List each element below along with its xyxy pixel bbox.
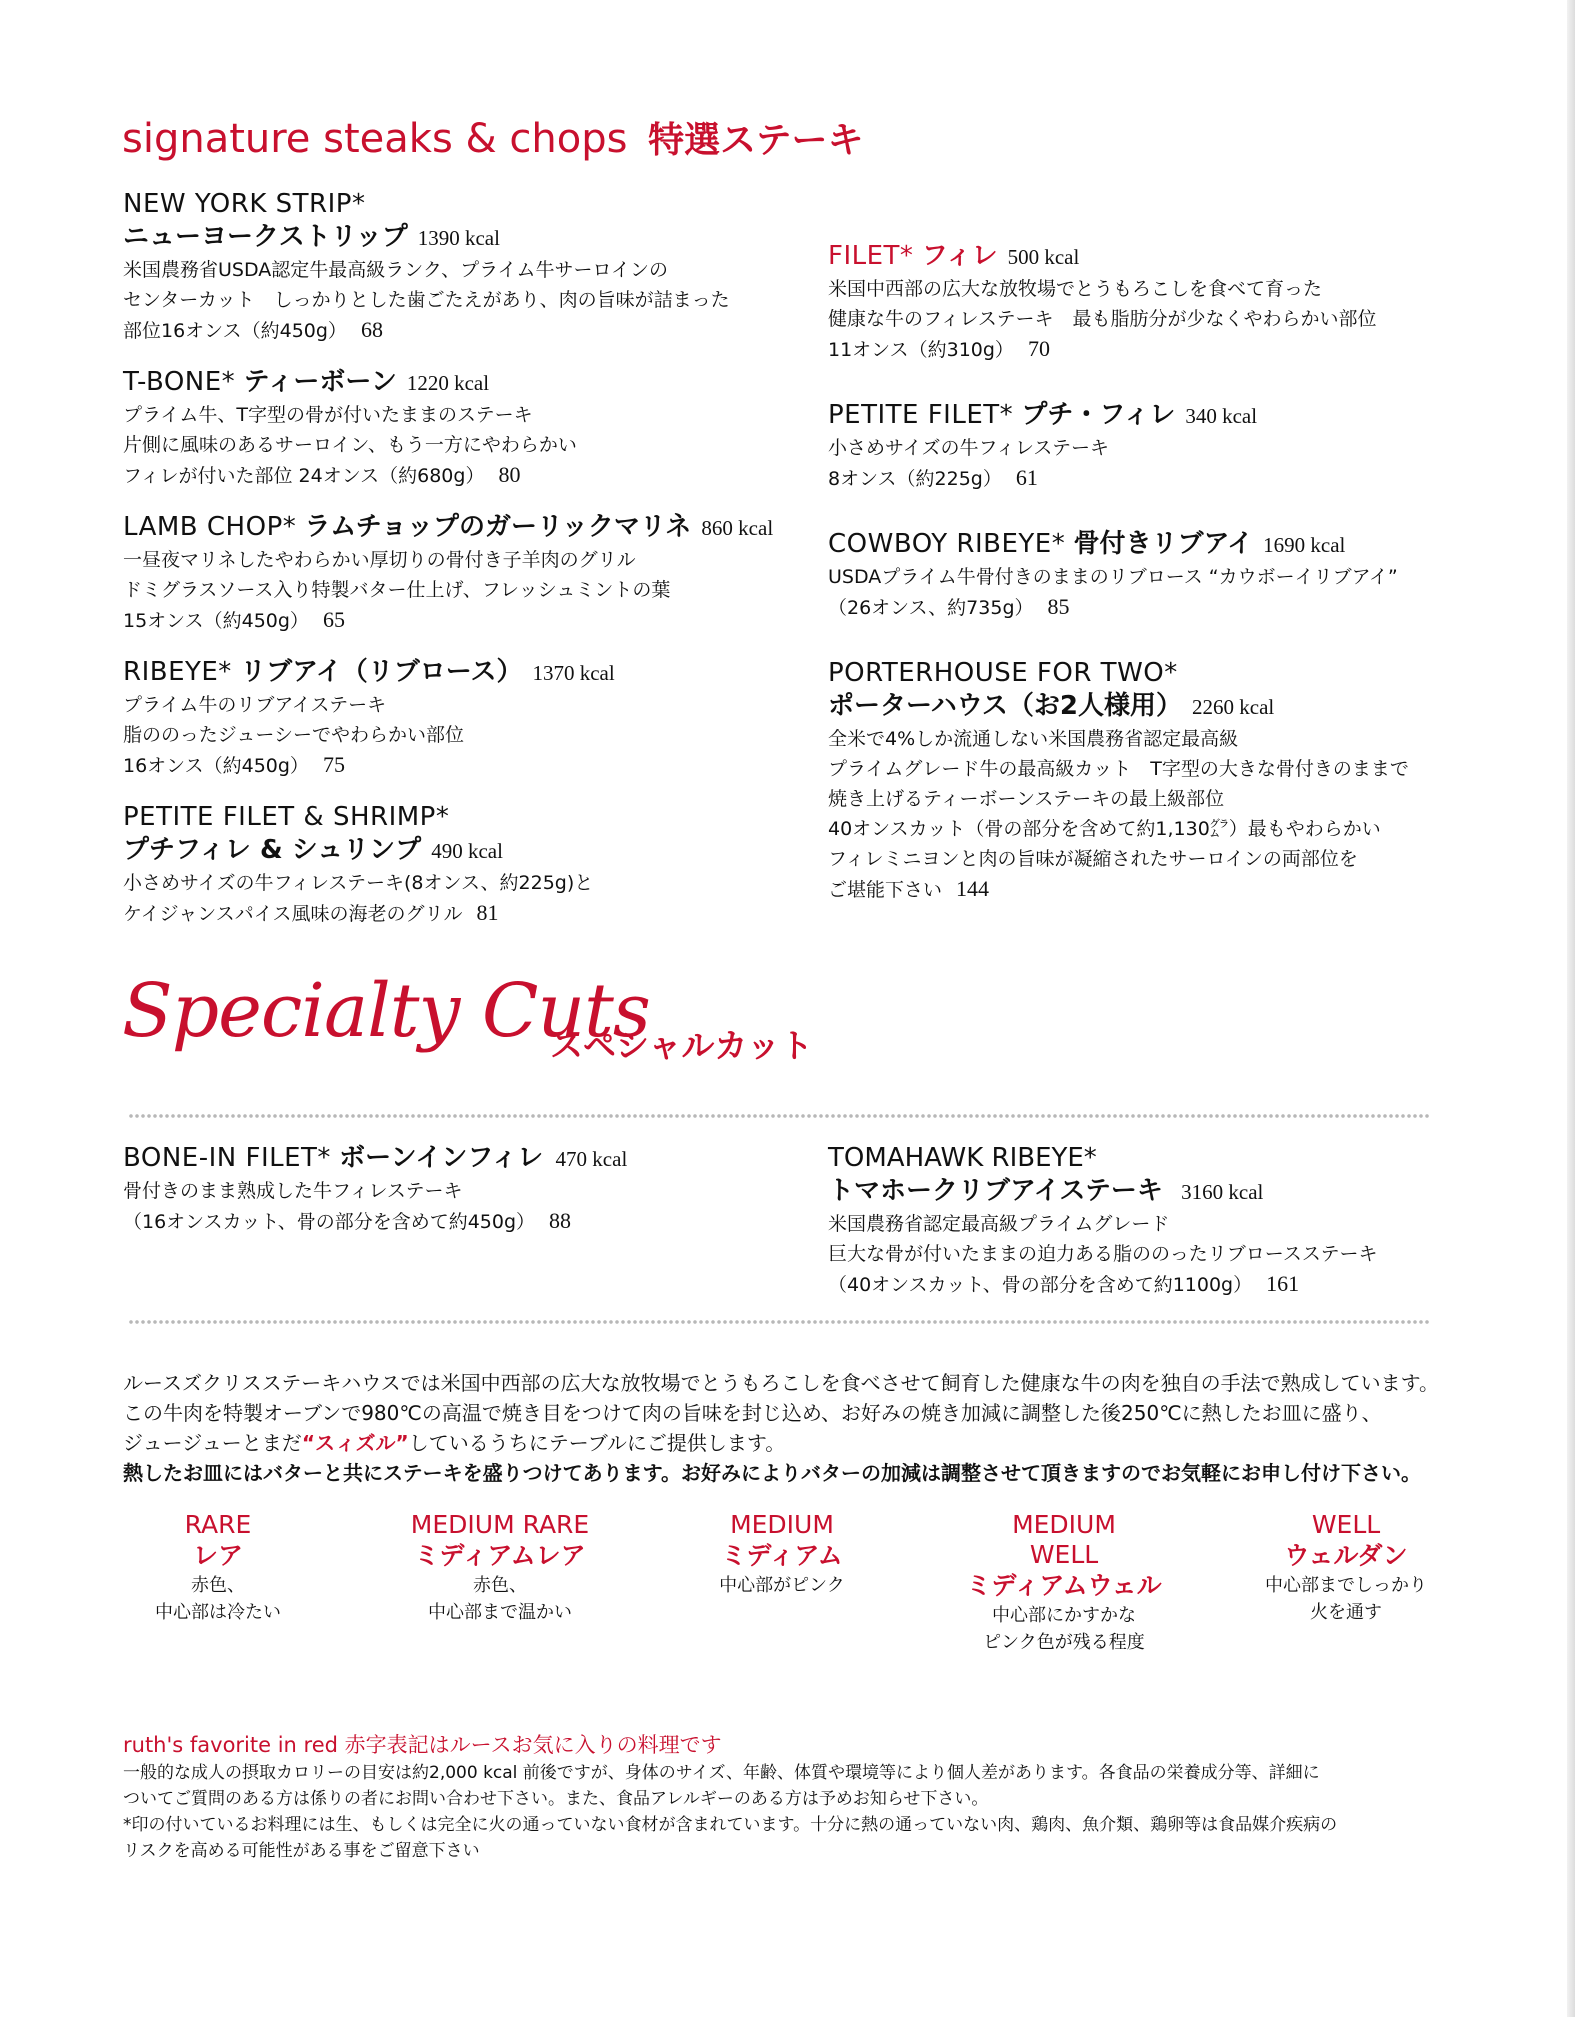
item-desc-line: 健康な牛のフィレステーキ 最も脂肪分が少なくやわらかい部位: [828, 308, 1377, 330]
doneness-desc: 赤色、: [191, 1575, 245, 1596]
item-desc: [123, 898, 823, 929]
doneness-desc: 中心部までしっかり: [1265, 1575, 1427, 1596]
menu-item: [828, 657, 1528, 905]
item-desc: [123, 575, 823, 605]
item-desc: [828, 463, 1528, 494]
item-desc-line: 脂ののったジューシーでやわらかい部位: [123, 724, 465, 746]
item-price: 161: [1266, 1271, 1300, 1296]
doneness-medium-well: [929, 1510, 1199, 1656]
item-desc-line: ケイジャンスパイス風味の海老のグリル: [123, 903, 463, 925]
intro-line-part: ジュージューとまだ: [123, 1431, 302, 1455]
item-price: 88: [549, 1208, 572, 1233]
item-name-ja: ティーボーン: [243, 367, 397, 397]
note-line: リスクを高める可能性がある事をご留意下さい: [123, 1841, 480, 1861]
item-kcal: 470 kcal: [555, 1147, 628, 1171]
item-desc-line: プライム牛、T字型の骨が付いたままのステーキ: [123, 404, 533, 426]
item-desc-line: 15オンス（約450g）: [123, 610, 309, 632]
item-name-line: [123, 511, 823, 545]
item-name-ja: 骨付きリブアイ: [1073, 529, 1254, 559]
item-desc-line: USDAプライム牛骨付きのままのリブロース “カウボーイリブアイ”: [828, 566, 1398, 588]
item-kcal: 340 kcal: [1185, 404, 1258, 428]
item-name-line: [123, 656, 823, 690]
doneness-name-ja: ミディアム: [721, 1541, 843, 1570]
item-name-ja: プチ・フィレ: [1021, 400, 1176, 430]
item-desc: [123, 430, 823, 460]
doneness-name-ja: ミディアムレア: [414, 1541, 586, 1570]
item-name-en: PETITE FILET*: [828, 400, 1014, 430]
item-desc-line: （16オンスカット、骨の部分を含めて約450g）: [123, 1211, 536, 1233]
item-price: 81: [476, 900, 499, 925]
item-desc-line: 一昼夜マリネしたやわらかい厚切りの骨付き子羊肉のグリル: [123, 549, 636, 571]
doneness-desc: 火を通す: [1310, 1602, 1382, 1623]
favorite-note: ruth's favorite in red 赤字表記はルースお気に入りの料理です: [123, 1733, 722, 1757]
item-name-line: [123, 366, 823, 400]
item-desc: [123, 750, 823, 781]
item-name-line: [123, 1142, 823, 1176]
note-line: *印の付いているお料理には生、もしくは完全に火の通っていない食材が含まれています。十分に熱の通っていない肉、鶏肉、魚介類、鶏卵等は食品媒介疾病の: [123, 1815, 1338, 1835]
item-desc: [123, 545, 823, 575]
menu-item: [123, 511, 823, 636]
item-desc: [123, 460, 823, 491]
item-kcal: 860 kcal: [701, 516, 774, 540]
item-name-line: [123, 221, 823, 255]
doneness-desc: 中心部にかすかな: [992, 1605, 1136, 1626]
intro-line: [123, 1428, 1433, 1458]
right-menu-column: [828, 240, 1528, 939]
item-desc: [123, 605, 823, 636]
item-desc-line: （40オンスカット、骨の部分を含めて約1100g）: [828, 1274, 1253, 1296]
item-desc: [123, 1206, 823, 1237]
item-desc: [828, 562, 1528, 592]
doneness-name-en: MEDIUM RARE: [410, 1510, 590, 1539]
item-price: 61: [1015, 465, 1038, 490]
item-name-ja: ラムチョップのガーリックマリネ: [304, 512, 692, 542]
doneness-name-en: WELL: [1311, 1510, 1381, 1539]
doneness-well: [1211, 1510, 1481, 1626]
item-desc: [828, 724, 1528, 754]
menu-item: [123, 366, 823, 491]
item-desc-line: 小さめサイズの牛フィレステーキ: [828, 437, 1110, 459]
menu-item: [828, 399, 1528, 494]
item-name-ja: ポーターハウス（お2人様用）: [828, 691, 1183, 721]
item-desc-line: フィレが付いた部位 24オンス（約680g）: [123, 465, 485, 487]
item-desc: 骨付きのまま熟成した牛フィレステーキ: [123, 1180, 463, 1202]
item-desc: 巨大な骨が付いたままの迫力ある脂ののったリブロースステーキ: [828, 1243, 1378, 1265]
intro-line-part: しているうちにテーブルにご提供します。: [408, 1431, 786, 1455]
item-name-ja: トマホークリブアイステーキ: [828, 1176, 1163, 1206]
note-line: ついてご質問のある方は係りの者にお問い合わせ下さい。また、食品アレルギーのある方は予めお知らせ下さい。: [123, 1789, 989, 1809]
item-kcal: 1390 kcal: [417, 226, 500, 250]
item-name-en: RIBEYE*: [123, 657, 232, 687]
section-title: [122, 112, 863, 163]
section-title-ja: 特選ステーキ: [648, 120, 864, 161]
item-desc: [123, 720, 823, 750]
divider-top: [128, 1112, 1430, 1120]
specialty-cuts-title-ja: スペシャルカット: [550, 1026, 814, 1065]
item-desc-line: 11オンス（約310g）: [828, 339, 1014, 361]
item-desc-line: ご堪能下さい: [828, 879, 943, 901]
item-desc: [828, 433, 1528, 463]
item-desc-line: 小さめサイズの牛フィレステーキ(8オンス、約225g)と: [123, 872, 594, 894]
item-desc: [828, 814, 1528, 844]
item-desc-line: 焼き上げるティーボーンステーキの最上級部位: [828, 788, 1225, 810]
section-title-en: signature steaks & chops: [122, 116, 628, 162]
doneness-name-en: MEDIUM: [730, 1510, 834, 1539]
item-name-line: [828, 528, 1528, 562]
item-name-line: [123, 188, 823, 221]
item-name-line: [828, 657, 1528, 690]
item-price: 65: [322, 607, 345, 632]
doneness-name-ja: ウェルダン: [1284, 1541, 1408, 1570]
menu-item: [828, 528, 1528, 623]
item-name-line: [828, 1175, 1528, 1209]
item-name-line: [123, 834, 823, 868]
item-desc: [828, 274, 1528, 304]
item-desc-line: （26オンス、約735g）: [828, 597, 1034, 619]
item-kcal: 1690 kcal: [1263, 533, 1346, 557]
item-name-line: [828, 690, 1528, 724]
item-name-line: [828, 399, 1528, 433]
item-kcal: 1220 kcal: [406, 371, 490, 395]
item-desc: [828, 1269, 1528, 1300]
item-desc-line: 米国中西部の広大な放牧場でとうもろこしを食べて育った: [828, 278, 1323, 300]
item-desc: [828, 304, 1528, 334]
doneness-name-en: MEDIUM: [1012, 1510, 1116, 1539]
item-name-en: TOMAHAWK RIBEYE*: [828, 1143, 1097, 1173]
notes: [123, 1730, 1453, 1864]
item-desc-line: 全米で4%しか流通しない米国農務省認定最高級: [828, 728, 1239, 750]
doneness-medium-rare: [365, 1510, 635, 1626]
specialty-cuts-title: Specialty Cuts: [122, 968, 650, 1054]
tomahawk-ribeye-item: [828, 1142, 1528, 1300]
item-desc-line: センターカット しっかりとした歯ごたえがあり、肉の旨味が詰まった: [123, 289, 730, 311]
item-price: 80: [498, 462, 521, 487]
doneness-desc: 中心部まで温かい: [428, 1602, 572, 1623]
item-desc-line: 8オンス（約225g）: [828, 468, 1002, 490]
item-name-en: BONE-IN FILET*: [123, 1143, 331, 1173]
doneness-medium: [647, 1510, 917, 1599]
doneness-desc: ピンク色が残る程度: [983, 1632, 1145, 1653]
sizzle-highlight: “スィズル”: [301, 1431, 409, 1455]
intro-line: ルースズクリスステーキハウスでは米国中西部の広大な放牧場でとうもろこしを食べさせて飼育した健康な牛の肉を独自の手法で熟成しています。: [123, 1371, 1439, 1395]
item-name-ja: ボーンインフィレ: [339, 1143, 544, 1173]
menu-item: [123, 188, 823, 346]
doneness-desc: 中心部は冷たい: [155, 1602, 281, 1623]
intro-line-bold: 熱したお皿にはバターと共にステーキを盛りつけてあります。お好みによりバターの加減は調整させて頂きますのでお気軽にお申し付け下さい。: [123, 1461, 1421, 1485]
divider-bottom: [128, 1318, 1430, 1326]
item-name-en: PORTERHOUSE FOR TWO*: [828, 658, 1178, 688]
item-desc-line: 米国農務省USDA認定牛最高級ランク、プライム牛サーロインの: [123, 259, 668, 281]
item-desc-line: 部位16オンス（約450g）: [123, 320, 347, 342]
item-desc: [123, 255, 823, 285]
item-desc: [828, 592, 1528, 623]
item-desc-line: 片側に風味のあるサーロイン、もう一方にやわらかい: [123, 434, 577, 456]
item-price: 70: [1027, 336, 1050, 361]
item-name-line: [123, 801, 823, 834]
intro-line: この牛肉を特製オーブンで980℃の高温で焼き目をつけて肉の旨味を封じ込め、お好みの焼き加減に調整した後250℃に熱したお皿に盛り、: [123, 1401, 1382, 1425]
item-desc-line: プライム牛のリブアイステーキ: [123, 694, 387, 716]
left-menu-column: [123, 188, 823, 949]
item-price: 75: [322, 752, 345, 777]
menu-item: [828, 240, 1528, 365]
doneness-desc: 中心部がピンク: [719, 1575, 845, 1596]
page-edge: [1567, 0, 1575, 2017]
item-name-en: PETITE FILET & SHRIMP*: [123, 802, 450, 832]
item-name-en: COWBOY RIBEYE*: [828, 529, 1066, 559]
item-name-en: NEW YORK STRIP*: [123, 189, 366, 219]
doneness-rare: [83, 1510, 353, 1626]
item-name-line: [828, 240, 1528, 274]
item-name-en: FILET*: [828, 241, 914, 271]
item-name-ja: ニューヨークストリップ: [123, 222, 408, 252]
item-desc: [123, 285, 823, 315]
item-name-ja: フィレ: [921, 241, 998, 271]
item-name-en: T-BONE*: [123, 367, 236, 397]
item-name-en: LAMB CHOP*: [123, 512, 297, 542]
item-desc: [828, 784, 1528, 814]
item-price: 144: [956, 876, 990, 901]
item-kcal: 2260 kcal: [1192, 695, 1275, 719]
item-desc: [123, 315, 823, 346]
item-kcal: 3160 kcal: [1181, 1180, 1264, 1204]
doneness-name-en: RARE: [184, 1510, 252, 1539]
item-kcal: 500 kcal: [1007, 245, 1080, 269]
item-desc: [828, 874, 1528, 905]
item-desc: 米国農務省認定最高級プライムグレード: [828, 1213, 1170, 1235]
item-desc-line: ドミグラスソース入り特製バター仕上げ、フレッシュミントの葉: [123, 579, 671, 601]
note-line: 一般的な成人の摂取カロリーの目安は約2,000 kcal 前後ですが、身体のサイズ、年齢、体質や環境等により個人差があります。各食品の栄養成分等、詳細に: [123, 1763, 1320, 1783]
doneness-desc: 赤色、: [473, 1575, 527, 1596]
doneness-name-ja: レア: [192, 1541, 243, 1570]
item-name-ja: リブアイ（リブロース）: [240, 657, 523, 687]
item-desc-line: フィレミニヨンと肉の旨味が凝縮されたサーロインの両部位を: [828, 848, 1358, 870]
doneness-name-ja: ミディアムウェル: [966, 1571, 1162, 1600]
menu-item: [123, 656, 823, 781]
item-price: 85: [1047, 594, 1070, 619]
item-desc: [828, 334, 1528, 365]
item-desc: [123, 690, 823, 720]
intro-text: [123, 1368, 1439, 1488]
item-desc: [828, 754, 1528, 784]
item-price: 68: [360, 317, 383, 342]
item-desc-line: プライムグレード牛の最高級カット T字型の大きな骨付きのままで: [828, 758, 1409, 780]
menu-item: [123, 801, 823, 929]
item-kcal: 1370 kcal: [532, 661, 615, 685]
bone-in-filet-item: [123, 1142, 823, 1237]
item-desc-line: 16オンス（約450g）: [123, 755, 309, 777]
item-desc: [123, 868, 823, 898]
item-desc-line: 40オンスカット（骨の部分を含めて約1,130㌘）最もやわらかい: [828, 818, 1381, 840]
item-desc: [123, 400, 823, 430]
item-desc: [828, 844, 1528, 874]
item-kcal: 490 kcal: [431, 839, 503, 863]
doneness-name-en: WELL: [1029, 1540, 1099, 1569]
item-name-ja: プチフィレ & シュリンプ: [123, 835, 422, 865]
